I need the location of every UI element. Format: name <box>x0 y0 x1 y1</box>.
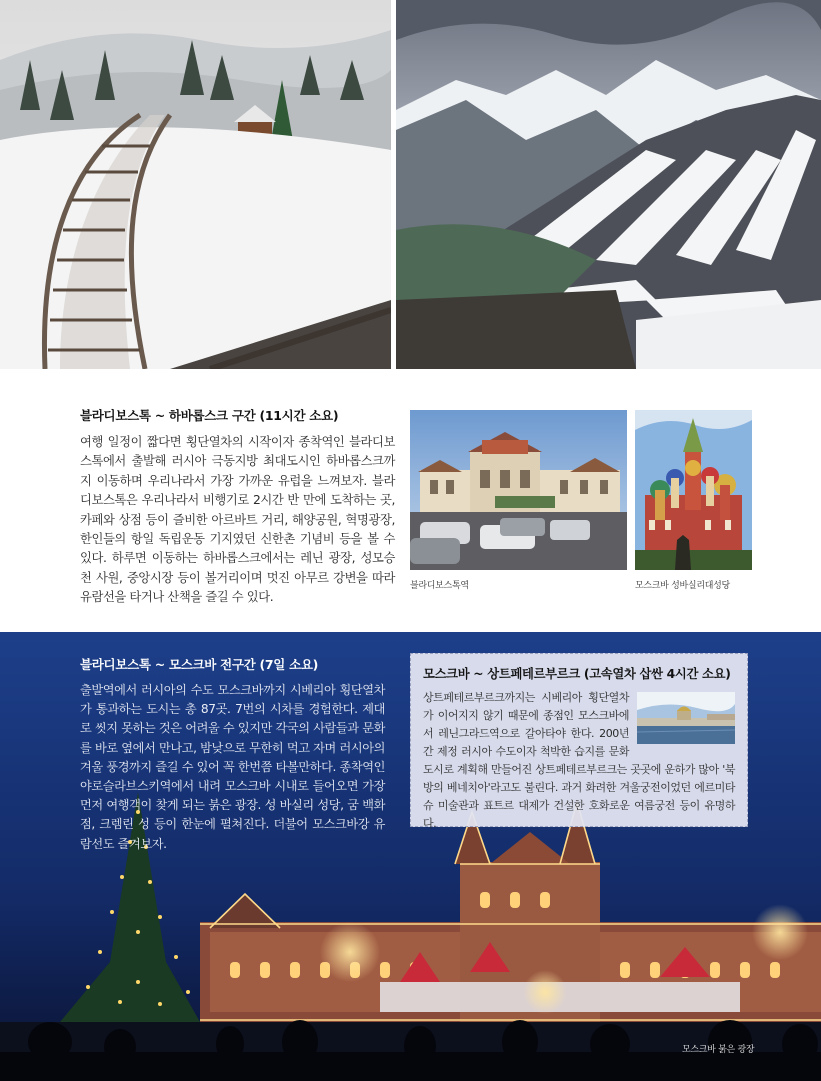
vladivostok-station-photo <box>410 410 627 570</box>
snowy-railway-photo <box>0 0 391 369</box>
st-basils-cathedral-photo <box>635 410 752 570</box>
vladivostok-moscow-section <box>80 655 385 854</box>
red-square-photo-caption: 모스크바 붉은 광장 <box>682 1045 755 1055</box>
st-petersburg-neva-river-photo <box>637 692 735 744</box>
section-title: 블라디보스톡 ~ 하바롭스크 구간 (11시간 소요) <box>80 408 339 423</box>
section-body: 출발역에서 러시아의 수도 모스크바까지 시베리아 횡단열차가 통과하는 도시는 총 87곳. 7번의 시차를 경험한다. 제대로 씻지 못하는 것은 어려울 수 있지만 각국의 사람들과 문화를 바로 옆에서 만나고, 밤낮으로 무한히 먹고 자며 러시아의 겨울 풍경까지 즐길 수 있어 꼭 한번쯤 타볼만하다. 종착역인 야로슬라브스키역에서 내려 모스크바 시내로 들어오면 가장 먼저 여행객이 찾게 되는 붉은 광장. 성 바실리 성당, 굼 백화점, 크렘린 성 등이 한눈에 펼쳐진다. 더불어 모스크바강 유람선도 즐겨보자. <box>80 683 385 851</box>
cathedral-photo-caption: 모스크바 성바실리대성당 <box>635 581 730 591</box>
snowy-mountain-valley-photo <box>396 0 821 369</box>
section-title: 블라디보스톡 ~ 모스크바 전구간 (7일 소요) <box>80 657 319 672</box>
station-photo-caption: 블라디보스톡역 <box>410 581 469 591</box>
moscow-st-petersburg-box <box>410 653 748 830</box>
box-body: 상트페테르부르크까지는 시베리아 횡단열차가 이어지지 않기 때문에 종점인 모스크바에서 레닌그라드역으로 갈아타야 한다. 200년간 제정 러시아 수도이자 척박한 습지를 문화도시로 계획해 만들어진 상트페테르부르크는 곳곳에 운하가 많아 '북방의 베네치아'라고도 불린다. 과거 화려한 겨울궁전이었던 에르미타슈 미술관과 표트르 대제가 건설한 호화로운 여름궁전 등이 유명하다. <box>423 691 735 830</box>
vladivostok-khabarovsk-section <box>80 406 395 608</box>
section-body: 여행 일정이 짧다면 횡단열차의 시작이자 종착역인 블라디보스톡에서 출발해 러시아 극동지방 최대도시인 하바롭스크까지 이동하며 우리나라서 가장 가까운 유럽을 느껴보자. 블라디보스톡은 우리나라서 비행기로 2시간 반 만에 도착하는 곳, 카페와 상점 등이 즐비한 아르바트 거리, 해양공원, 혁명광장, 한인들의 항일 독립운동 기지였던 신한촌 기념비 등을 볼 수 있다. 하루면 이동하는 하바롭스크에서는 레닌 광장, 성모승천 사원, 중앙시장 등이 볼거리이며 멋진 아무르 강변을 따라 유람선을 타거나 산책을 즐길 수 있다. <box>80 435 395 605</box>
box-title: 모스크바 ~ 상트페테르부르크 (고속열차 삽싼 4시간 소요) <box>423 667 731 681</box>
